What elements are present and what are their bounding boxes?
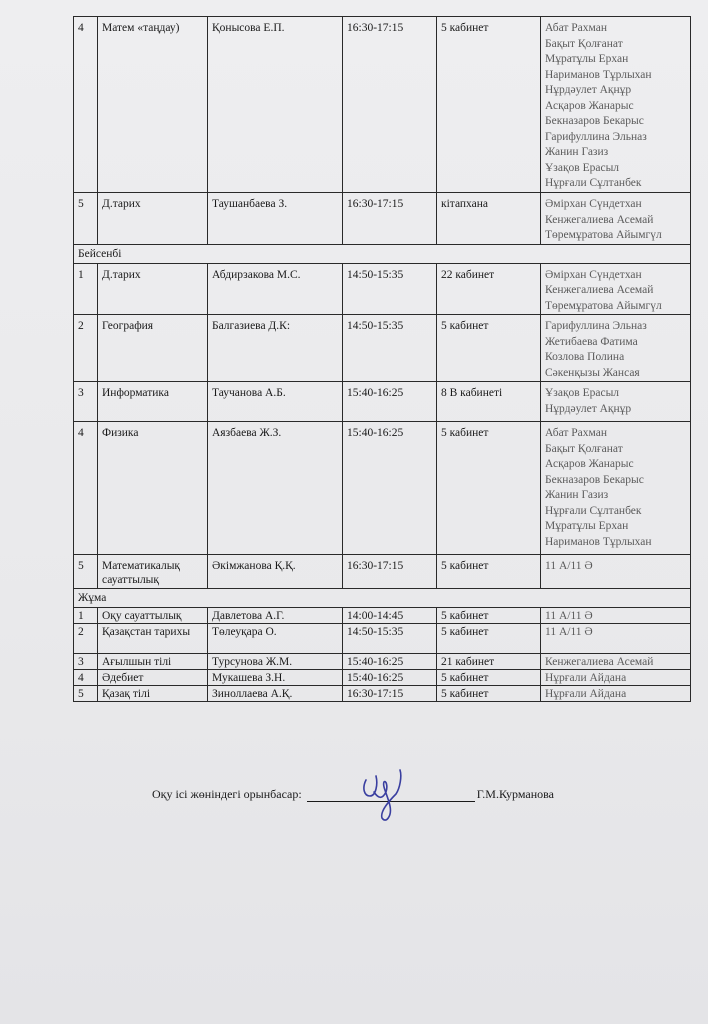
- time-cell: 16:30-17:15: [343, 555, 437, 589]
- teacher-cell: Давлетова А.Г.: [208, 608, 343, 624]
- room-cell: 5 кабинет: [437, 17, 541, 193]
- row-number: 2: [74, 624, 98, 654]
- student-name: Әмірхан Сүндетхан: [545, 268, 642, 281]
- room-cell: 5 кабинет: [437, 608, 541, 624]
- time-cell: 15:40-16:25: [343, 422, 437, 555]
- student-name: Бекназаров Бекарыс: [545, 473, 644, 486]
- students-cell: [541, 382, 691, 422]
- teacher-cell: Таучанова А.Б.: [208, 382, 343, 422]
- teacher-cell: Зиноллаева А.Қ.: [208, 686, 343, 702]
- student-name: Бақыт Қолғанат: [545, 37, 623, 50]
- student-name: Асқаров Жанарыс: [545, 99, 634, 112]
- subject-cell: Математикалық сауаттылық: [98, 555, 208, 589]
- students-cell: [541, 624, 691, 654]
- subject-cell: География: [98, 315, 208, 382]
- table-row: [74, 193, 691, 245]
- time-cell: 16:30-17:15: [343, 193, 437, 245]
- teacher-cell: Балгазиева Д.К:: [208, 315, 343, 382]
- student-name: Жанин Газиз: [545, 146, 609, 158]
- table-row: [74, 422, 691, 555]
- student-name: Сәкенқызы Жансая: [545, 366, 640, 379]
- student-name: 11 А/11 Ә: [545, 626, 593, 638]
- students-cell: [541, 17, 691, 193]
- student-name: Жетибаева Фатима: [545, 335, 638, 348]
- student-name: Нұрғали Сұлтанбек: [545, 504, 642, 517]
- schedule-table: [73, 16, 691, 702]
- day-header-thursday: [74, 244, 691, 263]
- student-name: Абат Рахман: [545, 427, 607, 439]
- table-row: [74, 263, 691, 315]
- row-number: 3: [74, 382, 98, 422]
- student-name: Мұратұлы Ерхан: [545, 53, 629, 65]
- room-cell: 5 кабинет: [437, 670, 541, 686]
- table-row: [74, 654, 691, 670]
- subject-cell: Әдебиет: [98, 670, 208, 686]
- room-cell: 5 кабинет: [437, 315, 541, 382]
- table-row: [74, 555, 691, 589]
- table-row: [74, 686, 691, 702]
- teacher-cell: Қонысова Е.П.: [208, 17, 343, 193]
- room-cell: 22 кабинет: [437, 263, 541, 315]
- student-name: Нұрғали Сұлтанбек: [545, 177, 642, 189]
- student-name: Төремұратова Айымгүл: [545, 229, 662, 241]
- students-cell: [541, 608, 691, 624]
- students-cell: [541, 555, 691, 589]
- student-name: Нариманов Тұрлыхан: [545, 68, 652, 81]
- subject-cell: Физика: [98, 422, 208, 555]
- handwritten-signature: [352, 762, 412, 828]
- subject-cell: Оқу сауаттылық: [98, 608, 208, 624]
- teacher-cell: Таушанбаева З.: [208, 193, 343, 245]
- row-number: 4: [74, 670, 98, 686]
- student-name: Бақыт Қолғанат: [545, 442, 623, 455]
- row-number: 5: [74, 555, 98, 589]
- row-number: 4: [74, 422, 98, 555]
- student-name: Нариманов Тұрлыхан: [545, 535, 652, 548]
- subject-cell: Матем «таңдау): [98, 17, 208, 193]
- student-name: Төремұратова Айымгүл: [545, 299, 662, 312]
- student-name: Әмірхан Сүндетхан: [545, 198, 642, 210]
- row-number: 5: [74, 193, 98, 245]
- time-cell: 16:30-17:15: [343, 17, 437, 193]
- time-cell: 14:00-14:45: [343, 608, 437, 624]
- row-number: 2: [74, 315, 98, 382]
- student-name: Жанин Газиз: [545, 489, 609, 501]
- table-row: [74, 624, 691, 654]
- student-name: Кенжегалиева Асемай: [545, 284, 654, 296]
- student-name: Ұзақов Ерасыл: [545, 161, 620, 174]
- room-cell: 8 В кабинеті: [437, 382, 541, 422]
- students-cell: [541, 670, 691, 686]
- student-name: Гарифуллина Эльназ: [545, 130, 647, 143]
- row-number: 1: [74, 608, 98, 624]
- teacher-cell: Мукашева З.Н.: [208, 670, 343, 686]
- student-name: Нұрғали Айдана: [545, 672, 627, 684]
- table-row: [74, 670, 691, 686]
- student-name: Абат Рахман: [545, 22, 607, 34]
- student-name: Гарифуллина Эльназ: [545, 320, 647, 332]
- subject-cell: Д.тарих: [98, 193, 208, 245]
- teacher-cell: Әкімжанова Қ.Қ.: [208, 555, 343, 589]
- table-row: [74, 315, 691, 382]
- teacher-cell: Абдирзакова М.С.: [208, 263, 343, 315]
- subject-cell: Д.тарих: [98, 263, 208, 315]
- students-cell: [541, 315, 691, 382]
- students-cell: [541, 263, 691, 315]
- time-cell: 15:40-16:25: [343, 670, 437, 686]
- students-cell: [541, 654, 691, 670]
- student-name: 11 А/11 Ә: [545, 560, 593, 572]
- student-name: Асқаров Жанарыс: [545, 458, 634, 470]
- students-cell: [541, 193, 691, 245]
- time-cell: 16:30-17:15: [343, 686, 437, 702]
- teacher-cell: Аязбаева Ж.З.: [208, 422, 343, 555]
- student-name: Ұзақов Ерасыл: [545, 387, 620, 399]
- time-cell: 14:50-15:35: [343, 624, 437, 654]
- table-row: [74, 608, 691, 624]
- room-cell: кітапхана: [437, 193, 541, 245]
- student-name: Нұрғали Айдана: [545, 688, 627, 700]
- room-cell: 5 кабинет: [437, 624, 541, 654]
- student-name: Кенжегалиева Асемай: [545, 656, 654, 668]
- time-cell: 15:40-16:25: [343, 654, 437, 670]
- student-name: Нұрдәулет Ақнұр: [545, 402, 632, 415]
- subject-cell: Қазақ тілі: [98, 686, 208, 702]
- time-cell: 15:40-16:25: [343, 382, 437, 422]
- day-label: Жұма: [74, 589, 691, 608]
- room-cell: 21 кабинет: [437, 654, 541, 670]
- table-row: [74, 17, 691, 193]
- subject-cell: Қазақстан тарихы: [98, 624, 208, 654]
- teacher-cell: Турсунова Ж.М.: [208, 654, 343, 670]
- time-cell: 14:50-15:35: [343, 263, 437, 315]
- position-label: Оқу ісі жөніндегі орынбасар:: [152, 787, 302, 801]
- row-number: 1: [74, 263, 98, 315]
- room-cell: 5 кабинет: [437, 422, 541, 555]
- student-name: Козлова Полина: [545, 351, 625, 363]
- students-cell: [541, 422, 691, 555]
- day-label: Бейсенбі: [74, 244, 691, 263]
- row-number: 5: [74, 686, 98, 702]
- students-cell: [541, 686, 691, 702]
- teacher-cell: Төлеуқара О.: [208, 624, 343, 654]
- subject-cell: Ағылшын тілі: [98, 654, 208, 670]
- student-name: Мұратұлы Ерхан: [545, 520, 629, 532]
- subject-cell: Информатика: [98, 382, 208, 422]
- student-name: 11 А/11 Ә: [545, 610, 593, 622]
- row-number: 4: [74, 17, 98, 193]
- student-name: Бекназаров Бекарыс: [545, 115, 644, 127]
- room-cell: 5 кабинет: [437, 686, 541, 702]
- signer-name: Г.М.Курманова: [476, 787, 554, 801]
- room-cell: 5 кабинет: [437, 555, 541, 589]
- day-header-friday: [74, 589, 691, 608]
- student-name: Кенжегалиева Асемай: [545, 213, 654, 226]
- row-number: 3: [74, 654, 98, 670]
- table-row: [74, 382, 691, 422]
- student-name: Нұрдәулет Ақнұр: [545, 84, 632, 96]
- time-cell: 14:50-15:35: [343, 315, 437, 382]
